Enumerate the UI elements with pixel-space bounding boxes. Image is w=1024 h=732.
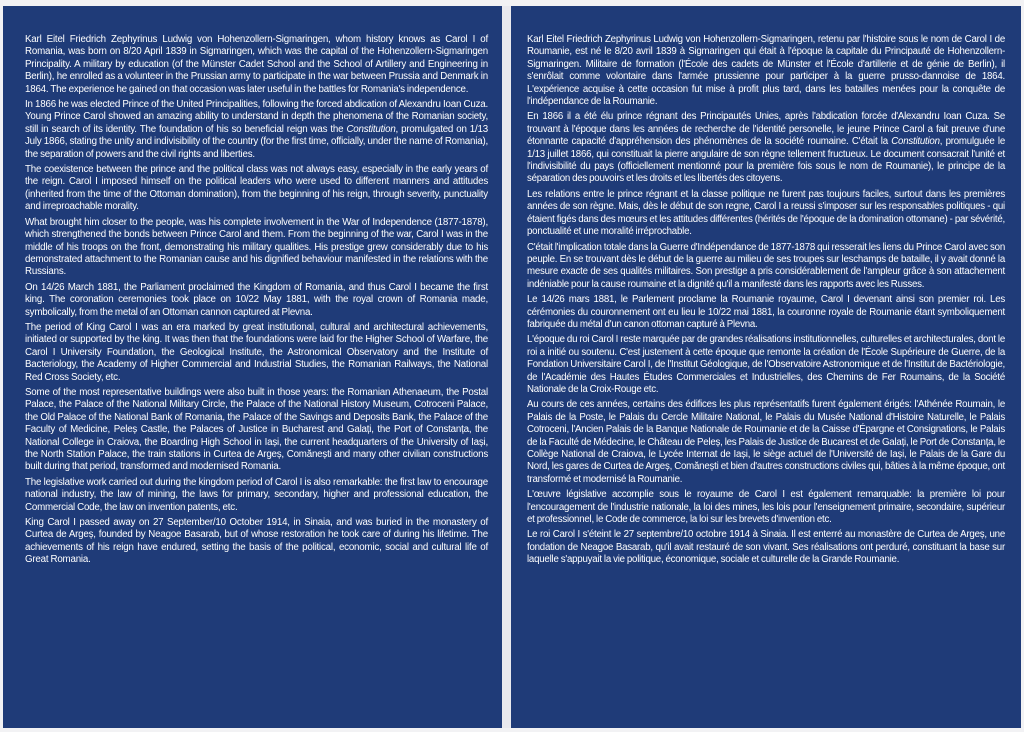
- fr-paragraph-5: Le 14/26 mars 1881, le Parlement proclame la Roumanie royaume, Carol I devenant ainsi son premier roi. Les cérémonies du couronnement ont eu lieu le 10/22 mai 1881, la couronne royale de Roumanie étant symboliquement fabriquée du métal d'un canon ottoman capturé à Plevna.: [527, 294, 1005, 330]
- en-paragraph-6: The period of King Carol I was an era marked by great institutional, cultural and architectural achievements, initiated or supported by the king. It was then that the foundations were laid for the Higher School of Warfare, the Carol I University Foundation, the Geological Institute, the Astronomical Observatory and the Institute of Bacteriology, the Academy of Higher Commercial and Industrial Studies, the Romanian Railways, the National Red Cross Society, etc.: [25, 321, 488, 383]
- en-paragraph-2-start: In 1866 he was elected Prince of the United Principalities, following the forced abdication of Alexandru Ioan Cuza. Young Prince Carol showed an amazing ability to understand in depth the phenomena of the Romanian society, still in search of its identity. The foundation of his so beneficial reign was the: [25, 99, 488, 135]
- en-paragraph-8: The legislative work carried out during the kingdom period of Carol I is also remarkable: the first law to encourage national industry, the law of mining, the laws for primary, secondary, higher and professional education, the Commercial Code, the law on invention patents, etc.: [25, 476, 488, 513]
- french-panel: [511, 6, 1021, 728]
- en-paragraph-1: Karl Eitel Friedrich Zephyrinus Ludwig von Hohenzollern-Sigmaringen, whom history knows as Carol I of Romania, was born on 8/20 April 1839 in Sigmaringen, which was the capital of the Hohenzollern-Sigmaringen Principality. A military by education (of the Münster Cadet School and the School of Artillery and Engineering in Berlin), he enrolled as a volunteer in the Prussian army to participate in the war between Prussia and Denmark in 1864. The experience he gained on that occasion was later useful in the battles for Romania's independence.: [25, 34, 488, 95]
- fr-paragraph-2: [527, 111, 1005, 185]
- fr-paragraph-2-start: En 1866 il a été élu prince régnant des Principautés Unies, après l'abdication forcée d'Alexandru Ioan Cuza. Se trouvant à l'époque dans les années de recherche de l'identité personelle, le jeune Prince Carol a fait preuve d'une étonnante capacité d'appréhension des phénomènes de la société roumaine. C'était la: [527, 111, 1005, 148]
- en-paragraph-2: [25, 99, 488, 161]
- en-constitution-term: Constitution: [346, 123, 396, 135]
- fr-paragraph-4: C'était l'implication totale dans la Guerre d'Indépendance de 1877-1878 qui resserait les liens du Prince Carol avec son peuple. En se trouvant dès le début de la guerre au milieu de ses troupes sur leschamps de bataille, il y avait donné la mesure exacte de ses qualités militaires. Son prestige a pris considérablement de l'ampleur grâce à son attachement indéniable pour la cause roumaine et la dignité qu'il a manifesté dans les rapports avec les Russes.: [527, 241, 1005, 290]
- en-paragraph-9: King Carol I passed away on 27 September/10 October 1914, in Sinaia, and was buried in the monastery of Curtea de Argeș, founded by Neagoe Basarab, but of whose restoration he took care of during his lifetime. The achievements of his reign have endured, setting the basis of the political, economic, social and cultural life of Great Romania.: [25, 517, 488, 566]
- en-paragraph-7: Some of the most representative buildings were also built in those years: the Romanian Athenaeum, the Postal Palace, the Palace of the National Military Circle, the Palace of the National History Museum, Cotroceni Palace, the Old Palace of the National Bank of Romania, the Palace of the Savings and Deposits Bank, the Palace of the Faculty of Medicine, Peleș Castle, the Palaces of Justice in Bucharest and Galați, the Port of Constanța, the National College in Craiova, the Boarding High School in Iași, the current headquarters of the University of Iași, the North Station Palace, the train stations in Curtea de Argeș, Comănești and many other civilian constructions built during that period, transformed and modernised Romania.: [25, 386, 488, 473]
- fr-constitution-term: Constitution: [891, 136, 940, 148]
- en-paragraph-3: The coexistence between the prince and the political class was not always easy, especially in the early years of the reign. Carol I imposed himself on the political leaders who were used to different manners and attitudes (inherited from the time of the Ottoman domination), from the beginning of his reign, through severity, punctuality and irreproachable morality.: [25, 164, 488, 213]
- fr-paragraph-6: L'époque du roi Carol I reste marquée par de grandes réalisations institutionnelles, culturelles et architecturales, dont le roi a initié ou soutenu. C'est justement à cette époque que remonte la création de l'École Supérieure de Guerre, de la Fondation Universitaire Carol I, de l'Institut Géologique, de l'Observatoire Astronomique et de l'Institut de Bactériologie, de l'Académie des Hautes Études Commerciales et Industrielles, des Chemins de Fer Roumains, de la Société Nationale de la Croix-Rouge etc.: [527, 334, 1005, 395]
- fr-paragraph-2-end: , promulguée le 1/13 juillet 1866, qui constituait la pierre angulaire de son règne tellement fructueux. Le document consacrait l'unité et l'indivisibilité du pays (officiellement mentionné pour la première fois sous le nom de Roumanie), le principe de la séparation des pouvoirs et les droits et les libertés des citoyens.: [527, 136, 1005, 185]
- fr-paragraph-3: Les relations entre le prince régnant et la classe politique ne furent pas toujours faciles, surtout dans les premières années de son règne. Mais, dès le début de son regne, Carol I a reussi s'imposer sur les responsables politiques - qui étaient figés dans des mœurs et les attitudes différentes (hérités de l'époque de la domination ottomane) - par sévérité, ponctualité et une moralité irréprochable.: [527, 188, 1005, 238]
- english-panel: [3, 6, 502, 728]
- en-paragraph-2-end: , promulgated on 1/13 July 1866, stating the unity and indivisibility of the country (for the first time, officially, under the name of Romania), the separation of powers and the civil rights and liberties.: [25, 123, 488, 160]
- en-paragraph-4: What brought him closer to the people, was his complete involvement in the War of Independence (1877-1878), which strengthened the bonds between Prince Carol and them. From the beginning of the war, Carol I was in the middle of his troops on the front, demonstrating his military qualities. His prestige grew considerably due to his demonstrated attachment to the Romanian cause and his dignified behaviour manifested in the relations with the Russians.: [25, 216, 488, 278]
- fr-paragraph-1: Karl Eitel Friedrich Zephyrinus Ludwig von Hohenzollern-Sigmaringen, retenu par l'histoire sous le nom de Carol I de Roumanie, est né le 8/20 avril 1839 à Sigmaringen qui était à l'époque la capitale du Principauté de Hohenzollern-Sigmaringen. Militaire de formation (l'École des cadets de Münster et l'École d'artillerie et de génie de Berlin), il s'enrôlait comme volontaire dans l'armée prussienne pour participer à la guerre prusso-dannoise de 1864. L'expérience acquise à cette occasion fut mise à profit plus tard, dans les batailles menées pour la conquête de l'indépendance de la Roumanie.: [527, 34, 1005, 108]
- fr-paragraph-9: Le roi Carol I s'éteint le 27 septembre/10 octobre 1914 à Sinaia. Il est enterré au monastère de Curtea de Argeș, une fondation de Neagoe Basarab, qu'il avait restauré de son vivant. Ses réalisations ont perduré, constituant la base sur laquelle s'appuyait la vie politique, économique, sociale et culturelle de la Grande Roumanie.: [527, 529, 1005, 566]
- en-paragraph-5: On 14/26 March 1881, the Parliament proclaimed the Kingdom of Romania, and thus Carol I became the first king. The coronation ceremonies took place on 10/22 May 1881, with the royal crown of Romania made, symbolically, from the metal of an Ottoman cannon captured at Plevna.: [25, 281, 488, 318]
- fr-paragraph-8: L'œuvre législative accomplie sous le royaume de Carol I est également remarquable: la première loi pour l'encouragement de l'industrie nationale, la loi des mines, les lois pour l'enseignement primaire, secondaire, supérieur et professionnel, le Code de commerce, la loi sur les brevets d'invention etc.: [527, 489, 1005, 526]
- fr-paragraph-7: Au cours de ces années, certains des édifices les plus représentatifs furent également érigés: l'Athénée Roumain, le Palais de la Poste, le Palais du Cercle Militaire National, le Palais du Musée National d'Histoire Naturelle, le Palais Cotroceni, l'Ancien Palais de la Banque Nationale de Roumanie et de la Caisse d'Épargne et Consignations, le Palais de la Faculté de Médecine, le Château de Peleș, les Palais de Justice de Bucarest et de Galați, le Port de Constanța, le Collège National de Craiova, le Lycée Internat de Iași, le siège actuel de l'Université de Iași, le Palais de la Gare du Nord, les gares de Curtea de Argeș, Comănești et bien d'autres constructions civiles qui, bâties à la même époque, ont transformé et modernisé la Roumanie.: [527, 399, 1005, 485]
- panel-divider: [502, 6, 511, 728]
